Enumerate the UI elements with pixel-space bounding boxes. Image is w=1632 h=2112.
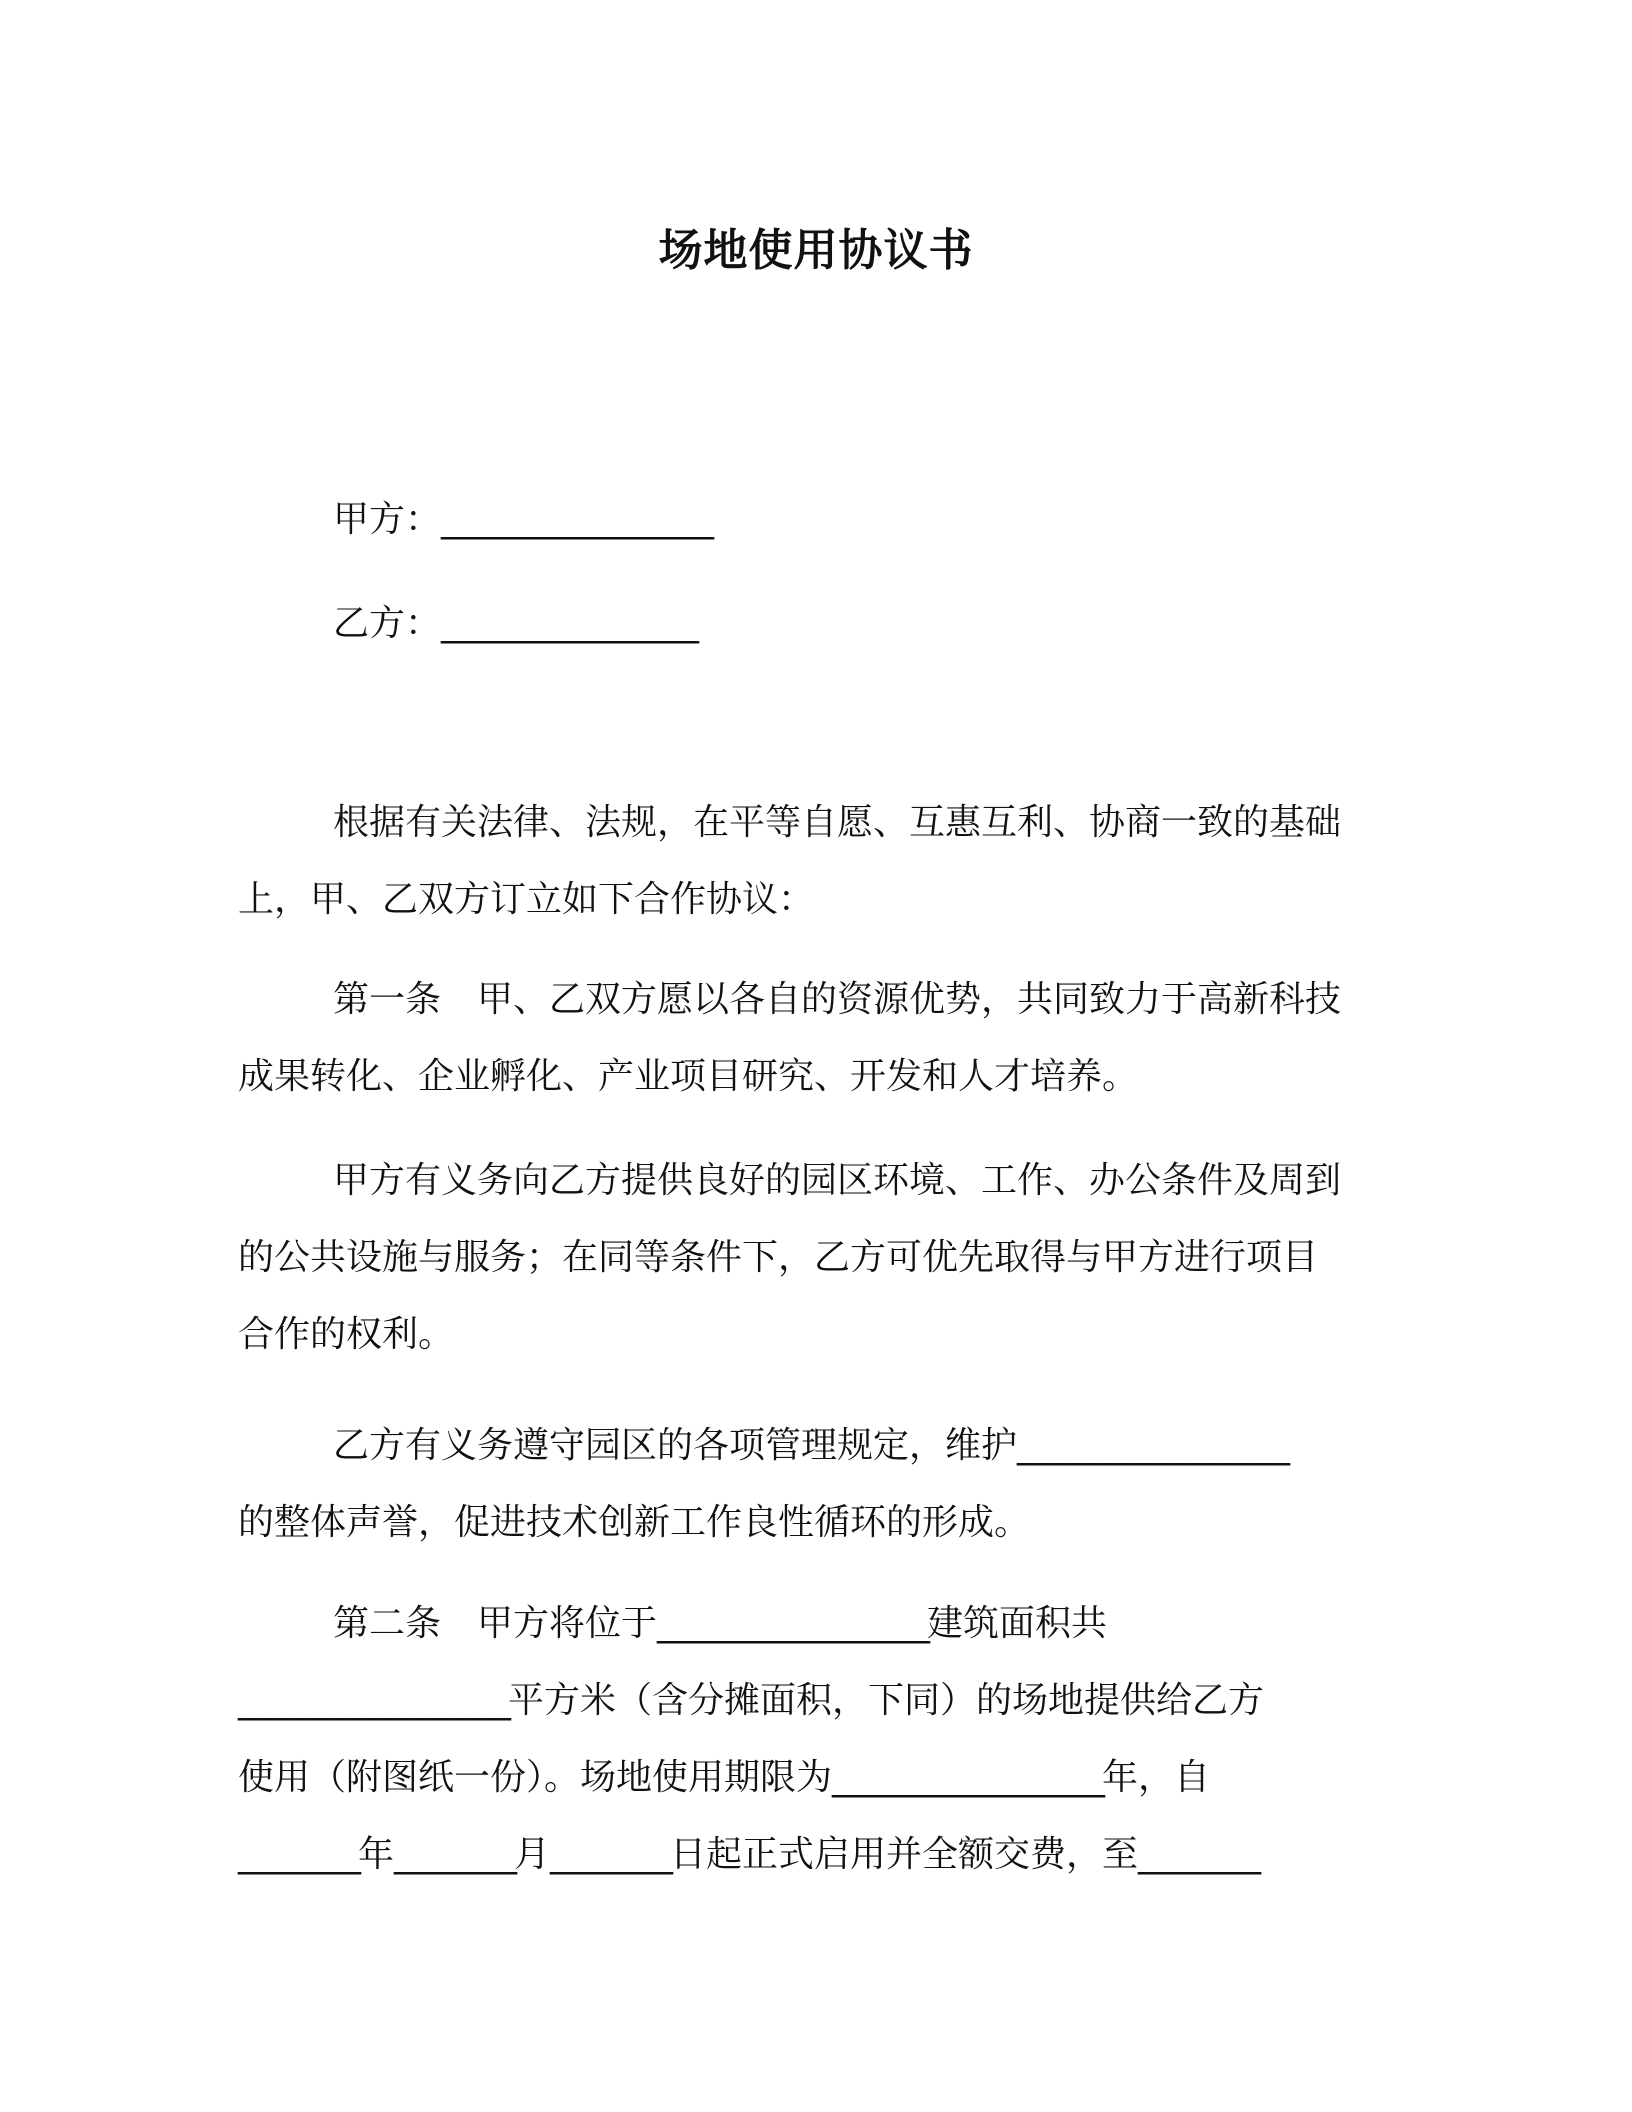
- document-title: 场地使用协议书: [658, 225, 974, 276]
- article2-line-3: [238, 1754, 1210, 1802]
- party-a-label: 甲方：: [333, 499, 442, 540]
- party-b-duty-text: 乙方有义务遵守园区的各项管理规定，维护: [333, 1425, 1018, 1466]
- party-a-duty-line-2: 的公共设施与服务；在同等条件下，乙方可优先取得与甲方进行项目: [238, 1237, 1319, 1278]
- article2-line1-text-a: 第二条 甲方将位于: [333, 1603, 658, 1644]
- year-label: 年: [358, 1834, 395, 1875]
- start-day-blank: ________: [550, 1834, 671, 1875]
- article1-line-1: 第一条 甲、乙双方愿以各自的资源优势，共同致力于高新科技: [333, 979, 1342, 1020]
- month-label: 月: [514, 1834, 551, 1875]
- party-b-duty-line-2: 的整体声誉，促进技术创新工作良性循环的形成。: [238, 1502, 1031, 1543]
- article2-line4-text: 日起正式启用并全额交费，至: [670, 1834, 1139, 1875]
- party-b-blank: _________________: [441, 603, 697, 644]
- article2-term-blank: __________________: [832, 1757, 1103, 1798]
- intro-line-2: 上，甲、乙双方订立如下合作协议：: [238, 879, 815, 920]
- party-a-line: [333, 496, 711, 544]
- start-month-blank: ________: [394, 1834, 515, 1875]
- intro-line-1: 根据有关法律、法规，在平等自愿、互惠互利、协商一致的基础: [333, 802, 1342, 843]
- party-a-duty-line-1: 甲方有义务向乙方提供良好的园区环境、工作、办公条件及周到: [333, 1160, 1342, 1201]
- article2-line3-end: 年，自: [1102, 1757, 1211, 1798]
- article2-line3-text: 使用（附图纸一份）。场地使用期限为: [238, 1757, 833, 1798]
- article2-area-blank: __________________: [238, 1680, 508, 1721]
- party-b-duty-line-1: [333, 1422, 1287, 1470]
- article2-line-4: [238, 1831, 1258, 1879]
- party-b-line: [333, 600, 696, 648]
- article2-line-1: [333, 1600, 1107, 1648]
- party-a-blank: __________________: [441, 499, 712, 540]
- article2-line1-text-b: 建筑面积共: [927, 1603, 1108, 1644]
- article1-line-2: 成果转化、企业孵化、产业项目研究、开发和人才培养。: [238, 1056, 1139, 1097]
- start-year-blank: ________: [238, 1834, 358, 1875]
- end-date-blank: ________: [1138, 1834, 1259, 1875]
- party-b-label: 乙方：: [333, 603, 442, 644]
- article2-line2-text: 平方米（含分摊面积，下同）的场地提供给乙方: [508, 1680, 1265, 1721]
- party-a-duty-line-3: 合作的权利。: [238, 1314, 455, 1355]
- party-b-duty-blank: __________________: [1017, 1425, 1288, 1466]
- article2-location-blank: __________________: [657, 1603, 928, 1644]
- article2-line-2: [238, 1677, 1264, 1725]
